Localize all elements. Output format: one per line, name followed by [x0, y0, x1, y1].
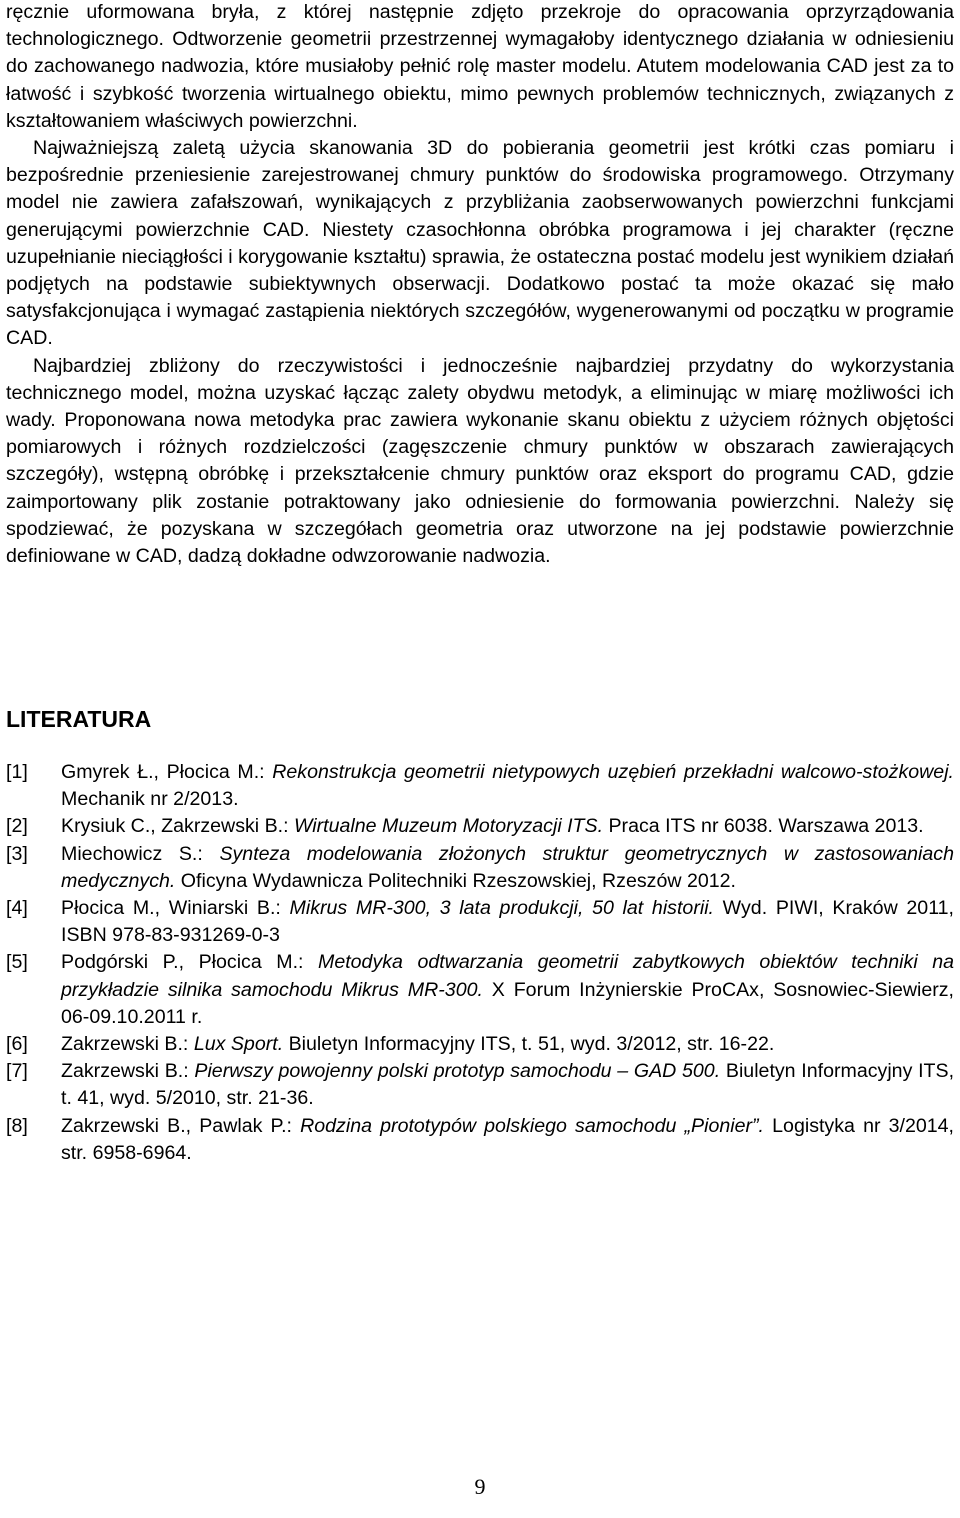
references-heading: LITERATURA — [6, 706, 152, 732]
body-paragraph-3: Najbardziej zbliżony do rzeczywistości i jednocześnie najbardziej przydatny do wykorzystania technicznego model, można uzyskać łącząc zalety obydwu metodyk, a eliminując w miarę możliwości ich wady. Proponowana nowa metodyka prac zawiera wykonanie skanu obiektu z użyciem różnych objętości pomiarowych i różnych rozdzielczości (zagęszczenie chmury punktów w obszarach zawierających szczegóły), wstępną obróbkę i przekształcenie chmury punktów oraz eksport do programu CAD, gdzie zaimportowany plik zostanie potraktowany jako odniesienie do formowania powierzchni. Należy się spodziewać, że pozyskana w szczegółach geometria oraz utworzone na jej podstawie powierzchnie definiowane w CAD, dadzą dokładne odwzorowanie nadwozia. — [6, 354, 954, 568]
reference-item — [6, 895, 954, 949]
reference-item — [6, 949, 954, 1031]
reference-item — [6, 1113, 954, 1167]
reference-item — [6, 841, 954, 895]
reference-authors: Płocica M., Winiarski B.: — [61, 897, 290, 920]
reference-number: [8] — [6, 1114, 28, 1137]
reference-number: [7] — [6, 1060, 28, 1083]
reference-title: Rodzina prototypów polskiego samochodu „Pionier”. — [300, 1114, 764, 1137]
reference-title: Lux Sport. — [193, 1033, 284, 1056]
page-content — [6, 0, 955, 1164]
reference-text — [61, 813, 954, 840]
reference-number: [3] — [6, 842, 28, 865]
reference-authors: Zakrzewski B.: — [61, 1060, 195, 1083]
reference-authors: Krysiuk C., Zakrzewski B.: — [61, 815, 294, 838]
reference-source: Mechanik nr 2/2013. — [61, 788, 239, 811]
reference-title: Metodyka odtwarzania geometrii zabytkowych obiektów techniki na przykładzie silnika samochodu Mikrus MR-300. — [61, 951, 954, 1001]
reference-title: Synteza modelowania złożonych struktur geometrycznych w zastosowaniach medycznych. — [61, 842, 954, 892]
body-paragraph-2: Najważniejszą zaletą użycia skanowania 3D do pobierania geometrii jest krótki czas pomiaru i bezpośrednie przeniesienie zarejestrowanej chmury punktów do środowiska programowego. Otrzymany model nie zawiera zafałszowań, wynikających z przybliżania zaobserwowanych powierzchni funkcjami generującymi powierzchnie CAD. Niestety czasochłonna obróbka programowa i jej charakter (ręczne uzupełnianie nieciągłości i korygowanie kształtu) sprawia, że ostateczna postać modelu jest wynikiem działań podjętych na podstawie subiektywnych obserwacji. Dodatkowo postać ta może okazać się mało satysfakcjonująca i wymagać zastąpienia niektórych szczegółów, wygenerowanymi od początku w programie CAD. — [6, 137, 954, 350]
reference-authors: Zakrzewski B.: — [61, 1033, 194, 1056]
reference-authors: Miechowicz S.: — [61, 842, 220, 865]
reference-item — [6, 813, 954, 840]
reference-source: Wyd. PIWI, Kraków 2011, ISBN 978-83-931269-0-3 — [61, 897, 954, 947]
body-paragraph-1: ręcznie uformowana bryła, z której następnie zdjęto przekroje do opracowania oprzyrządowania technologicznego. Odtworzenie geometrii przestrzennej wymagałoby identycznego działania w odniesieniu do zachowanego nadwozia, które musiałoby pełnić rolę master modelu. Atutem modelowania CAD jest za to łatwość i szybkość tworzenia wirtualnego obiektu, mimo pewnych problemów technicznych, związanych z kształtowaniem właściwych powierzchni. — [6, 1, 954, 132]
reference-text — [61, 1031, 954, 1058]
reference-source: Logistyka nr 3/2014, str. 6958-6964. — [61, 1114, 955, 1164]
reference-item — [6, 1031, 954, 1058]
reference-source: X Forum Inżynierskie ProCAx, Sosnowiec-Siewierz, 06-09.10.2011 r. — [61, 978, 955, 1028]
reference-text — [61, 949, 954, 1031]
reference-source: Biuletyn Informacyjny ITS, t. 41, wyd. 5/2010, str. 21-36. — [61, 1060, 955, 1110]
reference-title: Pierwszy powojenny polski prototyp samochodu – GAD 500. — [194, 1060, 721, 1083]
reference-text — [61, 1058, 954, 1112]
reference-source: Oficyna Wydawnicza Politechniki Rzeszowskiej, Rzeszów 2012. — [175, 869, 736, 892]
reference-authors: Gmyrek Ł., Płocica M.: — [61, 761, 273, 783]
reference-number: [6] — [6, 1033, 28, 1056]
reference-number: [1] — [6, 761, 28, 783]
reference-item — [6, 1058, 954, 1112]
reference-number: [5] — [6, 951, 28, 974]
reference-text — [61, 895, 954, 949]
reference-authors: Zakrzewski B., Pawlak P.: — [61, 1114, 301, 1137]
reference-text — [61, 759, 954, 813]
reference-source: Praca ITS nr 6038. Warszawa 2013. — [603, 815, 924, 838]
reference-text — [61, 1113, 954, 1167]
page-number: 9 — [474, 1474, 486, 1499]
reference-number: [4] — [6, 897, 28, 920]
reference-authors: Podgórski P., Płocica M.: — [61, 951, 318, 974]
reference-title: Rekonstrukcja geometrii nietypowych uzębień przekładni walcowo-stożkowej. — [272, 761, 954, 783]
reference-title: Wirtualne Muzeum Motoryzacji ITS. — [293, 815, 604, 838]
reference-number: [2] — [6, 815, 28, 838]
reference-source: Biuletyn Informacyjny ITS, t. 51, wyd. 3/2012, str. 16-22. — [283, 1033, 775, 1056]
references-list — [6, 759, 954, 1167]
reference-item — [6, 759, 954, 813]
reference-title: Mikrus MR-300, 3 lata produkcji, 50 lat historii. — [289, 897, 714, 920]
reference-text — [61, 841, 954, 895]
